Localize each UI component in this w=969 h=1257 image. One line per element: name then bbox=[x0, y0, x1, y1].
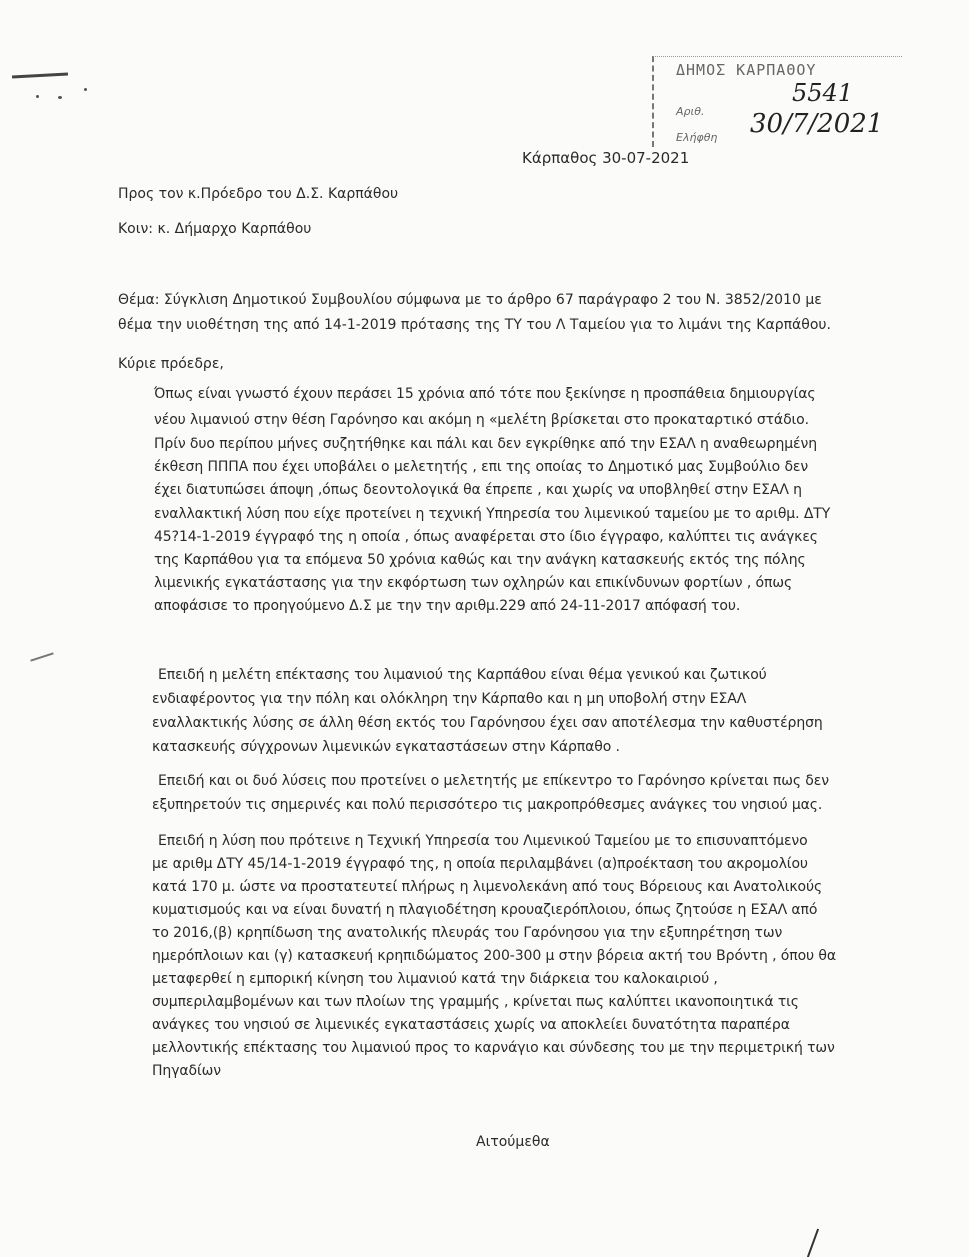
paragraph-line: νέου λιμανιού στην θέση Γαρόνησο και ακόμη η «μελέτη βρίσκεται στο προκαταρτικό στάδιο. bbox=[154, 412, 809, 428]
scan-speck bbox=[84, 88, 87, 91]
closing: Αιτούμεθα bbox=[476, 1134, 550, 1150]
paragraph-line: Όπως είναι γνωστό έχουν περάσει 15 χρόνια από τότε που ξεκίνησε η προσπάθεια δημιουργίας bbox=[154, 386, 816, 402]
received-date: 30/7/2021 bbox=[750, 109, 884, 139]
protocol-number: 5541 bbox=[792, 79, 854, 107]
scan-mark bbox=[30, 652, 53, 661]
paragraph-line: μεταφερθεί η εμπορική κίνηση του λιμανιού κατά την διάρκεια του καλοκαιριού , bbox=[152, 971, 718, 987]
paragraph-line: της Καρπάθου για τα επόμενα 50 χρόνια καθώς και την ανάγκη κατασκευής εκτός της πόλης bbox=[154, 552, 806, 568]
paragraph-line: κυματισμούς και να είναι δυνατή η πλαγιοδέτηση κρουαζιερόπλοιου, όπως ζητούσε η ΕΣΑΛ από bbox=[152, 902, 818, 918]
registry-stamp bbox=[652, 56, 902, 147]
paragraph-line: εναλλακτική λύση που είχε προτείνει η τεχνική Υπηρεσία του λιμενικού ταμείου με το αριθμ. ΔΤΥ bbox=[154, 506, 831, 522]
paragraph-line: μελλοντικής επέκτασης του λιμανιού προς το καρνάγιο και σύνδεσης του με την περιμετρική των bbox=[152, 1040, 835, 1056]
paragraph-line: Επειδή η λύση που πρότεινε η Τεχνική Υπηρεσία του Λιμενικού Ταμείου με το επισυναπτόμενο bbox=[158, 833, 808, 849]
subject-line: Θέμα: Σύγκλιση Δημοτικού Συμβουλίου σύμφωνα με το άρθρο 67 παράγραφο 2 του Ν. 3852/2010 με bbox=[118, 292, 822, 308]
salutation: Κύριε πρόεδρε, bbox=[118, 356, 224, 372]
paragraph-line: Πρίν δυο περίπου μήνες συζητήθηκε και πάλι και δεν εγκρίθηκε από την ΕΣΑΛ η αναθεωρημένη bbox=[154, 436, 818, 452]
paragraph-line: συμπεριλαμβομένων και των πλοίων της γραμμής , κρίνεται πως καλύπτει ικανοποιητικά τις bbox=[152, 994, 799, 1010]
subject-line: θέμα την υιοθέτηση της από 14-1-2019 πρότασης της ΤΥ του Λ Ταμείου για το λιμάνι της Καρπάθου. bbox=[118, 317, 831, 333]
paragraph-line: λιμενικής εγκατάστασης για την εκφόρτωση των οχληρών και επικίνδυνων φορτίων , όπως bbox=[154, 575, 793, 591]
paragraph-line: Πηγαδίων bbox=[152, 1063, 221, 1079]
paragraph-line: ανάγκες του νησιού σε λιμενικές εγκαταστάσεις χωρίς να αποκλείει δυνατότητα παραπέρα bbox=[152, 1017, 790, 1033]
paragraph-line: Επειδή και οι δυό λύσεις που προτείνει ο μελετητής με επίκεντρο το Γαρόνησο κρίνεται πως δεν bbox=[158, 773, 829, 789]
handwritten-dash-mark bbox=[12, 73, 68, 79]
recipient: Προς τον κ.Πρόεδρο του Δ.Σ. Καρπάθου bbox=[118, 186, 399, 202]
paragraph-line: εναλλακτικής λύσης σε άλλη θέση εκτός του Γαρόνησου έχει σαν αποτέλεσμα την καθυστέρηση bbox=[152, 715, 823, 731]
scan-mark bbox=[807, 1229, 819, 1257]
paragraph-line: έχει διατυπώσει άποψη ,όπως δεοντολογικά θα έπρεπε , και χωρίς να υποβληθεί στην ΕΣΑΛ η bbox=[154, 482, 802, 498]
paragraph-line: το 2016,(β) κρηπίδωση της ανατολικής πλευράς του Γαρόνησου για την εξυπηρέτηση των bbox=[152, 925, 783, 941]
scan-speck bbox=[58, 96, 62, 99]
stamp-title: ΔΗΜΟΣ ΚΑΡΠΑΘΟΥ bbox=[676, 61, 817, 79]
cc-line: Κοιν: κ. Δήμαρχο Καρπάθου bbox=[118, 221, 312, 237]
paragraph-line: εξυπηρετούν τις σημερινές και πολύ περισσότερο τις μακροπρόθεσμες ανάγκες του νησιού μας. bbox=[152, 797, 823, 813]
paragraph-line: Επειδή η μελέτη επέκτασης του λιμανιού της Καρπάθου είναι θέμα γενικού και ζωτικού bbox=[158, 667, 767, 683]
paragraph-line: με αριθμ ΔΤΥ 45/14-1-2019 έγγραφό της, η οποία περιλαμβάνει (α)προέκταση του ακρομολίου bbox=[152, 856, 808, 872]
paragraph-line: κατασκευής σύγχρονων λιμενικών εγκαταστάσεων στην Κάρπαθο . bbox=[152, 739, 620, 755]
stamp-label-number: Αριθ. bbox=[676, 105, 705, 118]
paragraph-line: αποφάσισε το προηγούμενο Δ.Σ με την την αριθμ.229 από 24-11-2017 απόφασή του. bbox=[154, 598, 741, 614]
paragraph-line: ενδιαφέροντος για την πόλη και ολόκληρη την Κάρπαθο και η μη υποβολή στην ΕΣΑΛ bbox=[152, 691, 747, 707]
paragraph-line: κατά 170 μ. ώστε να προστατευτεί πλήρως η λιμενολεκάνη από τους Βόρειους και Ανατολικούς bbox=[152, 879, 823, 895]
paragraph-line: 45?14-1-2019 έγγραφό της η οποία , όπως αναφέρεται στο ίδιο έγγραφο, καλύπτει τις ανάγκες bbox=[154, 529, 818, 545]
stamp-label-date: Ελήφθη bbox=[676, 131, 718, 144]
paragraph-line: έκθεση ΠΠΠΑ που έχει υποβάλει ο μελετητής , επι της οποίας το Δημοτικό μας Συμβούλιο δεν bbox=[154, 459, 809, 475]
scan-speck bbox=[36, 95, 39, 98]
paragraph-line: ημερόπλοιων και (γ) κατασκευή κρηπιδώματος 200-300 μ στην βόρεια ακτή του Βρόντη , όπου θα bbox=[152, 948, 836, 964]
place-date: Κάρπαθος 30-07-2021 bbox=[522, 149, 690, 167]
